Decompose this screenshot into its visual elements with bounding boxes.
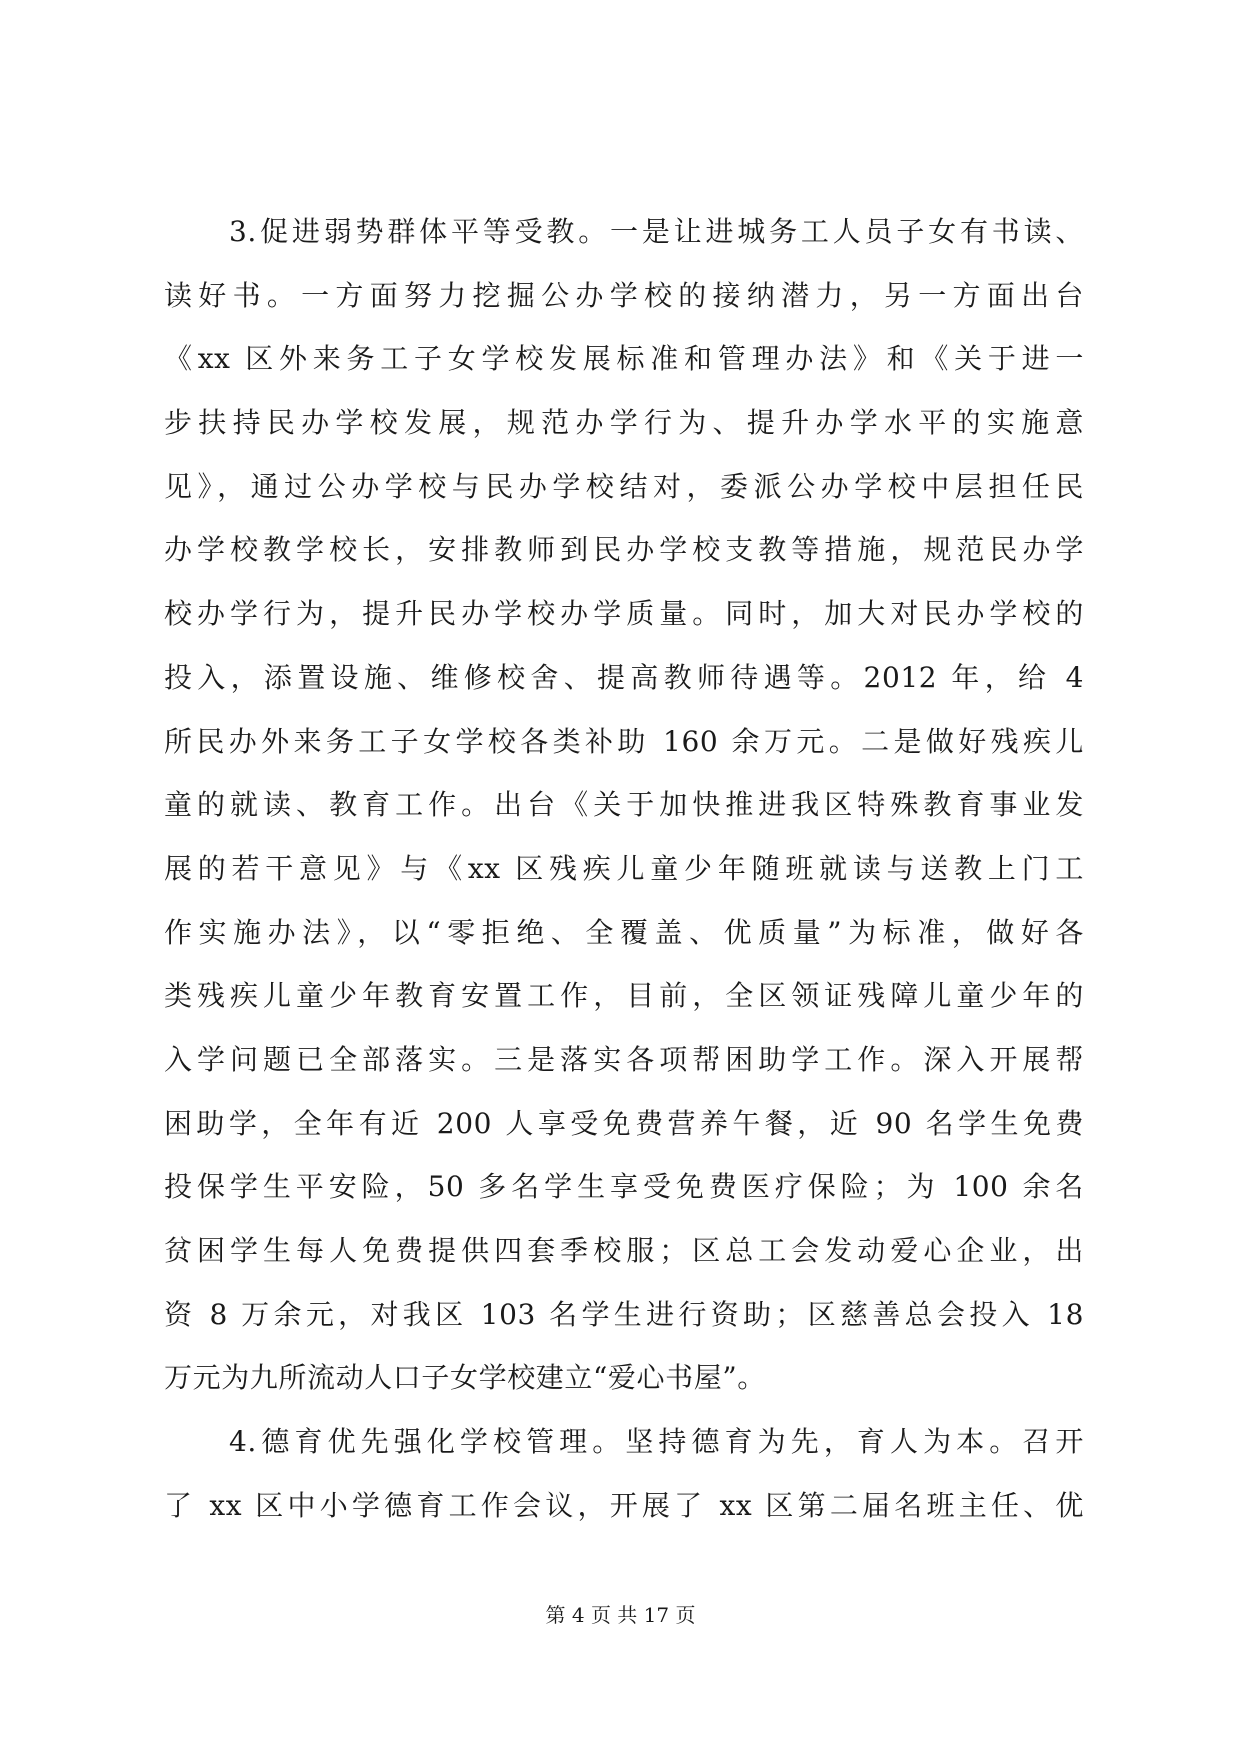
- paragraph-line: 贫困学生每人免费提供四套季校服；区总工会发动爱心企业，出: [164, 1234, 1084, 1267]
- paragraph-line: 《xx 区外来务工子女学校发展标准和管理办法》和《关于进一: [164, 342, 1084, 376]
- paragraph-line: 困助学，全年有近 200 人享受免费营养午餐，近 90 名学生免费: [164, 1106, 1084, 1140]
- paragraph-line: 资 8 万余元，对我区 103 名学生进行资助；区慈善总会投入 18: [164, 1297, 1084, 1331]
- paragraph-line: 3.促进弱势群体平等受教。一是让进城务工人员子女有书读、: [229, 215, 1084, 248]
- paragraph-line: 读好书。一方面努力挖掘公办学校的接纳潜力，另一方面出台: [164, 278, 1084, 312]
- paragraph-line: 见》，通过公办学校与民办学校结对，委派公办学校中层担任民: [164, 469, 1084, 503]
- page-number-footer: 第 4 页 共 17 页: [545, 1603, 696, 1627]
- paragraph-line: 校办学行为，提升民办学校办学质量。同时，加大对民办学校的: [164, 597, 1084, 631]
- paragraph-line: 作实施办法》，以“零拒绝、全覆盖、优质量”为标准，做好各: [164, 915, 1084, 949]
- paragraph-line: 所民办外来务工子女学校各类补助 160 余万元。二是做好残疾儿: [164, 724, 1084, 758]
- paragraph-line: 展的若干意见》与《xx 区残疾儿童少年随班就读与送教上门工: [164, 851, 1084, 885]
- paragraph-line: 投保学生平安险，50 多名学生享受免费医疗保险；为 100 余名: [164, 1170, 1084, 1204]
- paragraph-line: 了 xx 区中小学德育工作会议，开展了 xx 区第二届名班主任、优: [164, 1488, 1084, 1522]
- paragraph-line: 入学问题已全部落实。三是落实各项帮困助学工作。深入开展帮: [164, 1042, 1084, 1076]
- paragraph-line: 4.德育优先强化学校管理。坚持德育为先，育人为本。召开: [229, 1425, 1084, 1459]
- paragraph-line: 类残疾儿童少年教育安置工作，目前，全区领证残障儿童少年的: [164, 979, 1084, 1013]
- body-text: [164, 200, 1084, 1537]
- paragraph-line: 童的就读、教育工作。出台《关于加快推进我区特殊教育事业发: [164, 788, 1084, 822]
- paragraph-line: 万元为九所流动人口子女学校建立“爱心书屋”。: [164, 1361, 766, 1395]
- paragraph-line: 办学校教学校长，安排教师到民办学校支教等措施，规范民办学: [164, 533, 1084, 567]
- paragraph-line: 步扶持民办学校发展，规范办学行为、提升办学水平的实施意: [164, 406, 1084, 440]
- paragraph-line: 投入，添置设施、维修校舍、提高教师待遇等。2012 年，给 4: [164, 660, 1084, 694]
